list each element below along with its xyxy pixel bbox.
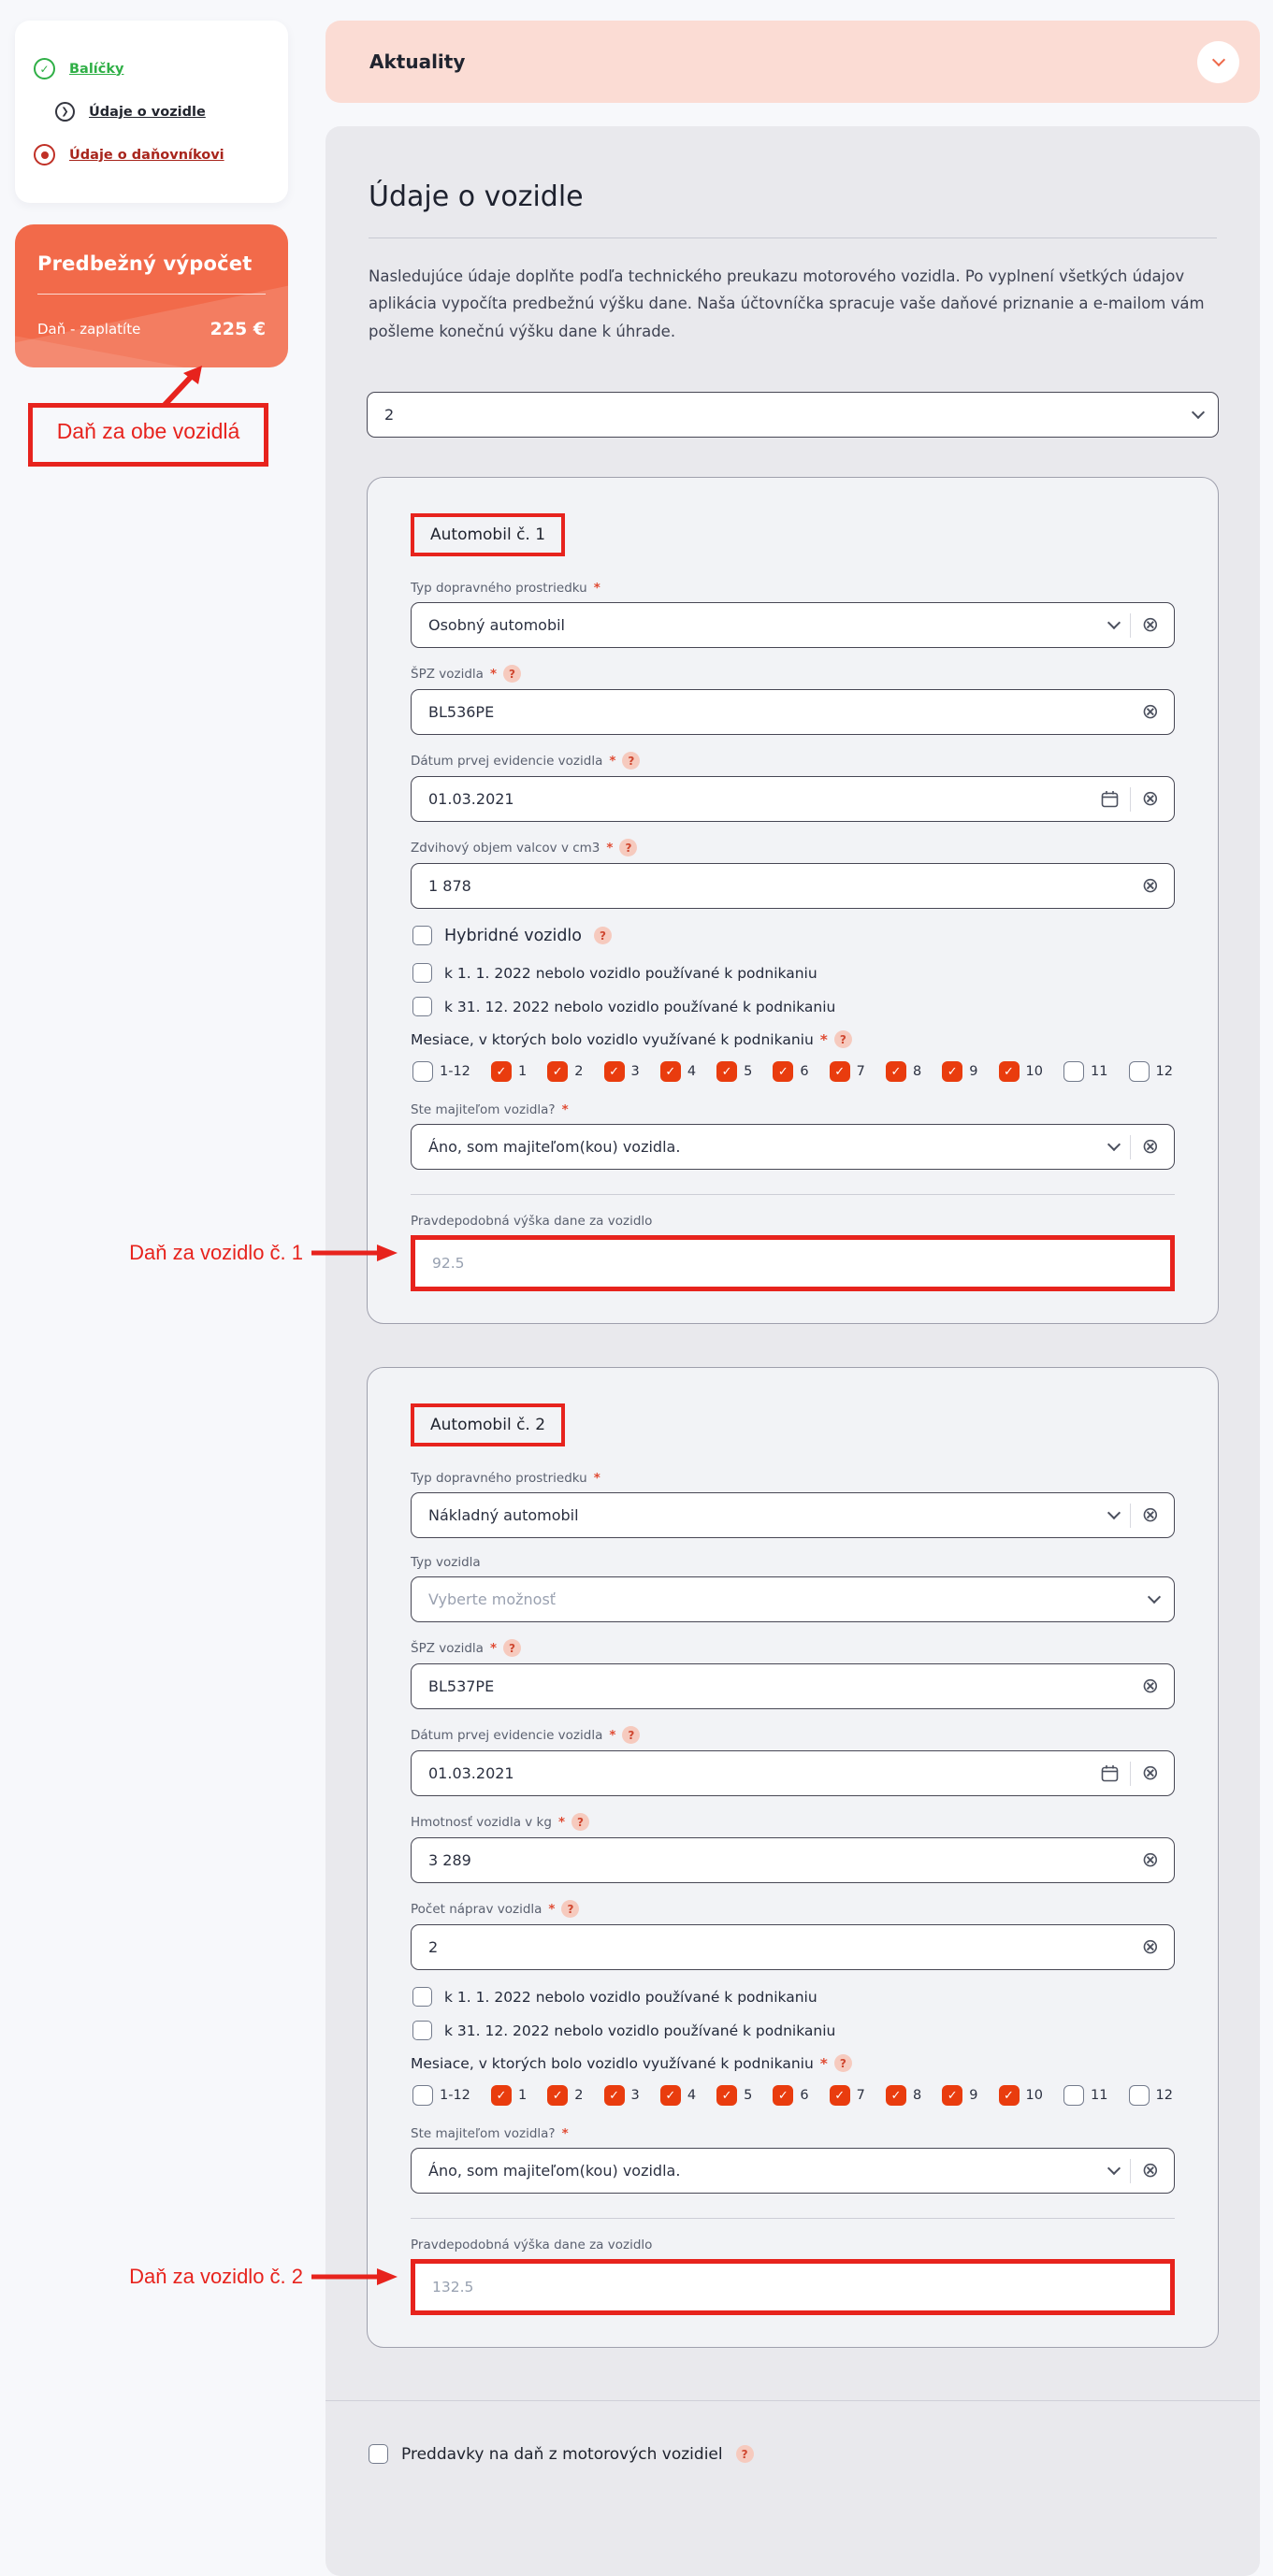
car1-not-used-jan-checkbox[interactable]: k 1. 1. 2022 nebolo vozidlo používané k podnikaniu: [412, 963, 1175, 983]
clear-icon[interactable]: ⊗: [1141, 1503, 1159, 1527]
field-label: ŠPZ vozidla * ?: [411, 1639, 1175, 1657]
summary-tax-value: 225 €: [210, 319, 266, 339]
month-label: 11: [1091, 1064, 1108, 1080]
clear-icon[interactable]: ⊗: [1141, 1674, 1159, 1698]
checkbox-icon[interactable]: [1129, 1061, 1150, 1082]
month-checkbox-2[interactable]: [547, 2085, 583, 2106]
month-label: 1-12: [440, 1064, 470, 1080]
car2-months-row: [412, 2085, 1173, 2106]
car2-months-label: Mesiace, v ktorých bolo vozidlo využívané k podnikaniu * ?: [411, 2054, 1175, 2072]
sidebar-item-label[interactable]: Údaje o vozidle: [89, 104, 206, 120]
month-checkbox-1-12[interactable]: [412, 1061, 470, 1082]
step-todo-dot-icon: [34, 144, 55, 165]
chevron-down-icon: [1107, 1506, 1120, 1519]
month-label: 1: [517, 1064, 528, 1080]
checked-checkbox-icon[interactable]: ✓: [660, 1061, 681, 1082]
car1-tax-field: [129, 1214, 1175, 1291]
month-label: 8: [912, 2088, 922, 2104]
checked-checkbox-icon[interactable]: ✓: [886, 2085, 906, 2106]
fieldset-divider: [411, 1194, 1175, 1195]
help-icon[interactable]: ?: [622, 1726, 640, 1744]
month-checkbox-12[interactable]: [1129, 1061, 1173, 1082]
month-checkbox-1[interactable]: [491, 1061, 527, 1082]
aktuality-expand-button[interactable]: [1197, 41, 1239, 83]
month-checkbox-12[interactable]: [1129, 2085, 1173, 2106]
clear-icon[interactable]: ⊗: [1141, 1848, 1159, 1872]
field-label: Hmotnosť vozidla v kg * ?: [411, 1813, 1175, 1831]
calendar-icon[interactable]: [1101, 1764, 1119, 1782]
clear-icon[interactable]: ⊗: [1141, 786, 1159, 811]
car2-vehicle-type-field: [411, 1555, 1175, 1622]
field-label: Typ vozidla: [411, 1555, 481, 1571]
aktuality-accordion-header[interactable]: [325, 21, 1260, 103]
car2-tax-input-annotated: 132.5: [411, 2259, 1175, 2315]
help-icon[interactable]: ?: [834, 1030, 852, 1048]
month-checkbox-5[interactable]: [716, 1061, 752, 1082]
month-checkbox-7[interactable]: [830, 1061, 865, 1082]
checkbox-icon[interactable]: [369, 2444, 388, 2464]
car2-date-field: [411, 1726, 1175, 1796]
summary-title: Predbežný výpočet: [37, 252, 253, 275]
field-label: Zdvihový objem valcov v cm3 * ?: [411, 839, 1175, 856]
field-label: Typ dopravného prostriedku *: [411, 1471, 600, 1487]
month-checkbox-1-12[interactable]: [412, 2085, 470, 2106]
sidebar-item-udaje-o-danovnikovi[interactable]: [34, 144, 269, 165]
car2-weight-input[interactable]: 3 289 ⊗: [411, 1837, 1175, 1883]
car2-axles-input[interactable]: 2 ⊗: [411, 1924, 1175, 1970]
field-label: Ste majiteľom vozidla? *: [411, 1102, 569, 1118]
car2-vehicle-type-select[interactable]: Vyberte možnosť: [411, 1576, 1175, 1622]
car2-spz-field: [411, 1639, 1175, 1709]
car2-legend-annotated: Automobil č. 2: [411, 1403, 565, 1446]
month-checkbox-6[interactable]: [773, 1061, 808, 1082]
checked-checkbox-icon[interactable]: ✓: [547, 2085, 568, 2106]
vehicle-count-value: 2: [384, 406, 395, 425]
month-label: 8: [912, 1064, 922, 1080]
month-label: 7: [856, 1064, 865, 1080]
month-label: 6: [800, 1064, 809, 1080]
car1-months-label: Mesiace, v ktorých bolo vozidlo využívané k podnikaniu * ?: [411, 1030, 1175, 1048]
car1-fieldset: [129, 477, 1219, 1324]
checked-checkbox-icon[interactable]: ✓: [773, 2085, 793, 2106]
month-label: 2: [574, 2088, 584, 2104]
checked-checkbox-icon[interactable]: ✓: [942, 2085, 962, 2106]
clear-icon[interactable]: ⊗: [1141, 873, 1159, 898]
car2-fieldset: [129, 1367, 1219, 2348]
page-title: Údaje o vozidle: [369, 180, 584, 213]
aktuality-title: Aktuality: [369, 50, 466, 73]
month-label: 12: [1155, 2088, 1173, 2104]
month-label: 9: [969, 2088, 978, 2104]
month-checkbox-10[interactable]: [999, 1061, 1043, 1082]
annotation-car1-tax: Daň za vozidlo č. 1: [129, 1241, 398, 1265]
month-checkbox-10[interactable]: [999, 2085, 1043, 2106]
help-icon[interactable]: ?: [571, 1813, 589, 1831]
month-label: 10: [1025, 1064, 1043, 1080]
month-checkbox-5[interactable]: [716, 2085, 752, 2106]
month-label: 4: [687, 1064, 697, 1080]
checkbox-icon[interactable]: [412, 1061, 433, 1082]
car2-not-used-jan-checkbox[interactable]: k 1. 1. 2022 nebolo vozidlo používané k podnikaniu: [412, 1987, 1175, 2007]
checked-checkbox-icon[interactable]: ✓: [830, 1061, 850, 1082]
sidebar-item-label[interactable]: Balíčky: [69, 61, 124, 77]
clear-icon[interactable]: ⊗: [1141, 1134, 1159, 1158]
month-label: 12: [1155, 1064, 1173, 1080]
sidebar-item-udaje-o-vozidle[interactable]: [55, 102, 269, 122]
car2-owner-select[interactable]: Áno, som majiteľom(kou) vozidla. ⊗: [411, 2148, 1175, 2194]
annotation-car2-tax: Daň za vozidlo č. 2: [129, 2265, 398, 2289]
help-icon[interactable]: ?: [503, 1639, 521, 1657]
sidebar: [15, 21, 288, 367]
month-label: 5: [744, 2088, 753, 2104]
month-label: 3: [630, 1064, 640, 1080]
checkbox-icon[interactable]: [412, 963, 432, 983]
clear-icon[interactable]: ⊗: [1141, 612, 1159, 637]
chevron-down-icon: [1148, 1590, 1161, 1604]
month-checkbox-7[interactable]: [830, 2085, 865, 2106]
checked-checkbox-icon[interactable]: ✓: [716, 2085, 737, 2106]
car1-hybrid-checkbox[interactable]: Hybridné vozidlo ?: [412, 926, 1175, 945]
month-checkbox-3[interactable]: [604, 1061, 640, 1082]
month-checkbox-1[interactable]: [491, 2085, 527, 2106]
clear-icon[interactable]: ⊗: [1141, 1761, 1159, 1785]
steps-nav-card: [15, 21, 288, 203]
car1-legend-annotated: Automobil č. 1: [411, 513, 565, 556]
help-icon[interactable]: ?: [736, 2445, 754, 2463]
summary-tax-label: Daň - zaplatíte: [37, 321, 141, 338]
vehicle-count-select[interactable]: [367, 392, 1219, 438]
checked-checkbox-icon[interactable]: ✓: [491, 1061, 512, 1082]
checked-checkbox-icon[interactable]: ✓: [491, 2085, 512, 2106]
field-label: Dátum prvej evidencie vozidla * ?: [411, 752, 1175, 770]
field-label: Pravdepodobná výška dane za vozidlo: [411, 2238, 653, 2253]
checkbox-icon[interactable]: [1063, 1061, 1084, 1082]
car2-date-input[interactable]: 01.03.2021 ⊗: [411, 1750, 1175, 1796]
page-description: Nasledujúce údaje doplňte podľa technického preukazu motorového vozidla. Po vyplnení všetkých údajov aplikácia vypočíta predbežnú výšku dane. Naša účtovníčka spracuje vaše daňové priznanie a e-mailom vám pošleme konečnú výšku dane k úhrade.: [369, 267, 1205, 340]
field-label: ŠPZ vozidla * ?: [411, 665, 1175, 683]
checkbox-icon[interactable]: [1063, 2085, 1084, 2106]
month-checkbox-6[interactable]: [773, 2085, 808, 2106]
field-label: Pravdepodobná výška dane za vozidlo: [411, 1214, 653, 1230]
help-icon[interactable]: ?: [622, 752, 640, 770]
month-checkbox-3[interactable]: [604, 2085, 640, 2106]
month-checkbox-11[interactable]: [1063, 1061, 1107, 1082]
help-icon[interactable]: ?: [561, 1900, 579, 1918]
help-icon[interactable]: ?: [594, 927, 612, 944]
car1-not-used-dec-checkbox[interactable]: k 31. 12. 2022 nebolo vozidlo používané k podnikaniu: [412, 997, 1175, 1016]
chevron-down-icon: [1192, 406, 1205, 419]
checked-checkbox-icon[interactable]: ✓: [604, 2085, 625, 2106]
month-label: 7: [856, 2088, 865, 2104]
car1-type-field: [411, 581, 1175, 648]
sidebar-item-label[interactable]: Údaje o daňovníkovi: [69, 147, 224, 163]
month-checkbox-9[interactable]: [942, 2085, 977, 2106]
help-icon[interactable]: ?: [834, 2054, 852, 2072]
checkbox-icon[interactable]: [412, 1987, 432, 2007]
clear-icon[interactable]: ⊗: [1141, 2158, 1159, 2182]
checkbox-icon[interactable]: [412, 926, 432, 945]
annotation-arrow-total: [157, 364, 206, 407]
month-label: 10: [1025, 2088, 1043, 2104]
annotation-arrow-right: [311, 1244, 398, 1262]
car1-volume-input[interactable]: 1 878 ⊗: [411, 863, 1175, 909]
car2-owner-field: [411, 2126, 1175, 2194]
car1-date-input[interactable]: 01.03.2021 ⊗: [411, 776, 1175, 822]
month-checkbox-4[interactable]: [660, 2085, 696, 2106]
month-label: 2: [574, 1064, 584, 1080]
checked-checkbox-icon[interactable]: ✓: [660, 2085, 681, 2106]
month-checkbox-11[interactable]: [1063, 2085, 1107, 2106]
month-label: 11: [1091, 2088, 1108, 2104]
checkbox-icon[interactable]: [1129, 2085, 1150, 2106]
annotation-total-tax: Daň za obe vozidlá: [28, 403, 268, 467]
checked-checkbox-icon[interactable]: ✓: [547, 1061, 568, 1082]
checked-checkbox-icon[interactable]: ✓: [886, 1061, 906, 1082]
car1-volume-field: [411, 839, 1175, 909]
car1-tax-input-annotated: 92.5: [411, 1235, 1175, 1291]
car2-axles-field: [411, 1900, 1175, 1970]
panel-bottom-divider: [325, 2400, 1260, 2401]
month-label: 6: [800, 2088, 809, 2104]
checkbox-icon[interactable]: [412, 2021, 432, 2040]
checked-checkbox-icon[interactable]: ✓: [604, 1061, 625, 1082]
month-label: 1-12: [440, 2088, 470, 2104]
field-label: Dátum prvej evidencie vozidla * ?: [411, 1726, 1175, 1744]
advances-checkbox[interactable]: Preddavky na daň z motorových vozidiel ?: [369, 2444, 1217, 2464]
month-label: 1: [517, 2088, 528, 2104]
car1-spz-input[interactable]: BL536PE ⊗: [411, 689, 1175, 735]
chevron-down-icon: [1107, 616, 1120, 629]
checkbox-icon[interactable]: [412, 2085, 433, 2106]
field-label: Ste majiteľom vozidla? *: [411, 2126, 569, 2142]
car1-owner-field: [411, 1102, 1175, 1170]
field-label: Typ dopravného prostriedku *: [411, 581, 600, 597]
help-icon[interactable]: ?: [503, 665, 521, 683]
clear-icon[interactable]: ⊗: [1141, 1935, 1159, 1959]
month-label: 4: [687, 2088, 697, 2104]
checked-checkbox-icon[interactable]: ✓: [942, 1061, 962, 1082]
car2-type-field: [411, 1471, 1175, 1538]
month-label: 3: [630, 2088, 640, 2104]
car1-months-row: [412, 1061, 1173, 1082]
help-icon[interactable]: ?: [619, 839, 637, 856]
month-label: 5: [744, 1064, 753, 1080]
chevron-down-icon: [1211, 52, 1224, 65]
annotation-arrow-right: [311, 2267, 398, 2286]
step-current-chevron-icon: ❯: [55, 102, 75, 122]
chevron-down-icon: [1107, 1138, 1120, 1151]
month-checkbox-8[interactable]: [886, 1061, 921, 1082]
checked-checkbox-icon[interactable]: ✓: [999, 2085, 1020, 2106]
sidebar-item-balicky[interactable]: [34, 58, 269, 79]
clear-icon[interactable]: ⊗: [1141, 699, 1159, 724]
checked-checkbox-icon[interactable]: ✓: [830, 2085, 850, 2106]
field-label: Počet náprav vozidla * ?: [411, 1900, 1175, 1918]
car2-tax-field: [129, 2238, 1175, 2315]
car1-date-field: [411, 752, 1175, 822]
month-checkbox-9[interactable]: [942, 1061, 977, 1082]
car2-not-used-dec-checkbox[interactable]: k 31. 12. 2022 nebolo vozidlo používané k podnikaniu: [412, 2021, 1175, 2040]
fieldset-divider: [411, 2218, 1175, 2219]
checked-checkbox-icon[interactable]: ✓: [773, 1061, 793, 1082]
month-checkbox-4[interactable]: [660, 1061, 696, 1082]
calendar-icon[interactable]: [1101, 790, 1119, 808]
car2-weight-field: [411, 1813, 1175, 1883]
car2-type-select[interactable]: Nákladný automobil ⊗: [411, 1492, 1175, 1538]
checked-checkbox-icon[interactable]: ✓: [716, 1061, 737, 1082]
car1-type-select[interactable]: Osobný automobil ⊗: [411, 602, 1175, 648]
month-checkbox-2[interactable]: [547, 1061, 583, 1082]
preliminary-calculation-card: [15, 224, 288, 367]
month-checkbox-8[interactable]: [886, 2085, 921, 2106]
car1-spz-field: [411, 665, 1175, 735]
checked-checkbox-icon[interactable]: ✓: [999, 1061, 1020, 1082]
title-divider: [369, 237, 1217, 238]
chevron-down-icon: [1107, 2162, 1120, 2175]
step-done-check-icon: ✓: [34, 58, 55, 79]
car1-owner-select[interactable]: Áno, som majiteľom(kou) vozidla. ⊗: [411, 1124, 1175, 1170]
car2-spz-input[interactable]: BL537PE ⊗: [411, 1663, 1175, 1709]
month-label: 9: [969, 1064, 978, 1080]
summary-divider: [37, 294, 266, 295]
checkbox-icon[interactable]: [412, 997, 432, 1016]
